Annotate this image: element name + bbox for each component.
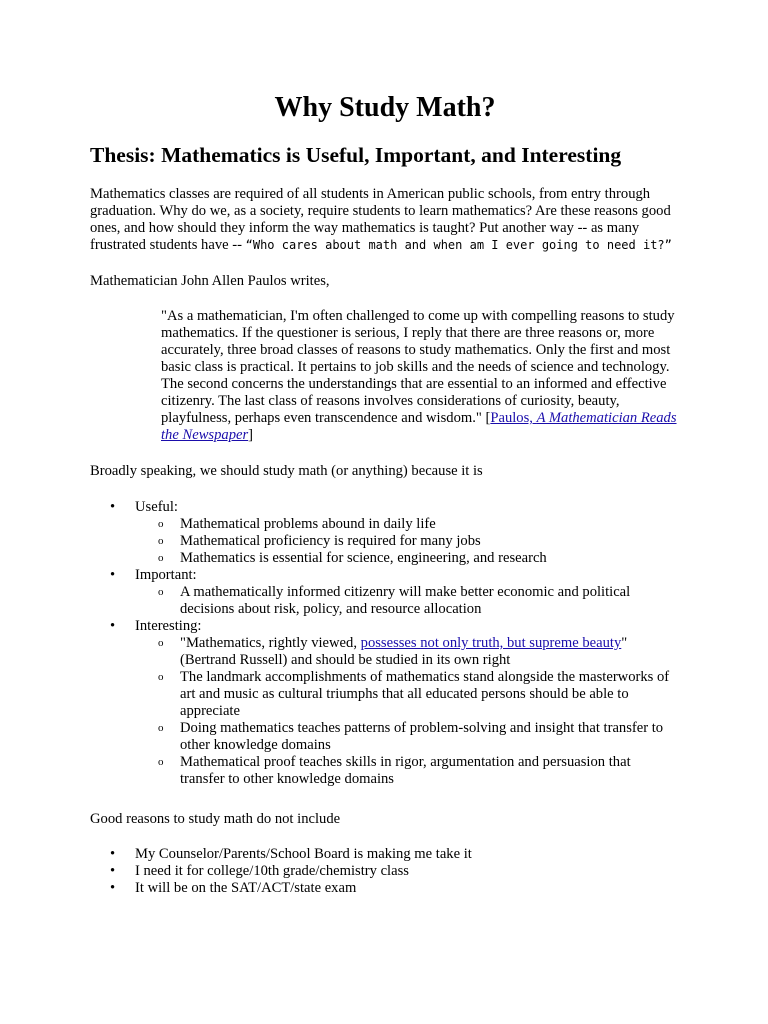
russell-quote-link[interactable]: possesses not only truth, but supreme beauty	[360, 635, 622, 651]
list-item: • My Counselor/Parents/School Board is making me take it	[110, 846, 670, 863]
blockquote-text: "As a mathematician, I'm often challenged to come up with compelling reasons to study mathematics. If the questioner is serious, I reply that there are three reasons or, more accurately, three broad classes of reasons to study mathematics. Only the first and most basic class is practical. It pertains to job skills and the needs of science and technology. The second concerns the understandings that are essential to an informed and effective citizenry. The last class of reasons involves considerations of curiosity, beauty, playfulness, perhaps even transcendence and wisdom." [	[161, 308, 675, 426]
list-item: o Mathematical problems abound in daily life	[135, 516, 670, 533]
paulos-blockquote	[161, 308, 691, 444]
interesting-sublist	[135, 635, 670, 788]
link-book-title: A Mathematician Reads the Newspaper	[161, 410, 677, 443]
intro-text: Mathematics classes are required of all students in American public schools, from entry through graduation. Why do we, as a society, require students to learn mathematics? Are these reasons good ones, and how should they inform the way mathematics is taught? Put another way -- as many frustrated students have --	[90, 186, 671, 253]
bad-reasons-list	[110, 846, 670, 897]
russell-post: " (Bertrand Russell) and should be studied in its own right	[180, 635, 628, 668]
paulos-attribution: Mathematician John Allen Paulos writes,	[90, 273, 330, 289]
reason-label: Important:	[135, 567, 197, 583]
useful-sublist	[135, 516, 670, 567]
list-item: o Mathematics is essential for science, engineering, and research	[135, 550, 670, 567]
list-item: o Doing mathematics teaches patterns of problem-solving and insight that transfer to other knowledge domains	[135, 720, 670, 754]
list-item-important	[110, 567, 670, 618]
list-item: • It will be on the SAT/ACT/state exam	[110, 880, 670, 897]
page-title: Why Study Math?	[274, 92, 496, 123]
reasons-list	[110, 499, 670, 788]
list-item: o The landmark accomplishments of mathematics stand alongside the masterworks of art and music as cultural triumphs that all educated persons should be able to appreciate	[135, 669, 670, 720]
list-item-interesting	[110, 618, 670, 788]
list-item: o Mathematical proficiency is required for many jobs	[135, 533, 670, 550]
link-author: Paulos,	[490, 410, 537, 426]
blockquote-close: ]	[248, 427, 254, 443]
list-item: o Mathematical proof teaches skills in rigor, argumentation and persuasion that transfer to other knowledge domains	[135, 754, 670, 788]
intro-student-quote: “Who cares about math and when am I ever going to need it?”	[245, 238, 672, 252]
thesis-heading: Thesis: Mathematics is Useful, Important, and Interesting	[90, 143, 622, 167]
list-item-russell	[135, 635, 670, 669]
reason-label: Interesting:	[135, 618, 202, 634]
list-item-useful	[110, 499, 670, 567]
russell-pre: "Mathematics, rightly viewed,	[180, 635, 361, 651]
intro-paragraph	[90, 186, 690, 254]
reason-label: Useful:	[135, 499, 178, 515]
important-sublist	[135, 584, 670, 618]
broadly-paragraph: Broadly speaking, we should study math (or anything) because it is	[90, 463, 483, 479]
good-reasons-paragraph: Good reasons to study math do not include	[90, 811, 341, 827]
list-item: • I need it for college/10th grade/chemistry class	[110, 863, 670, 880]
list-item: o A mathematically informed citizenry will make better economic and political decisions about risk, policy, and resource allocation	[135, 584, 670, 618]
